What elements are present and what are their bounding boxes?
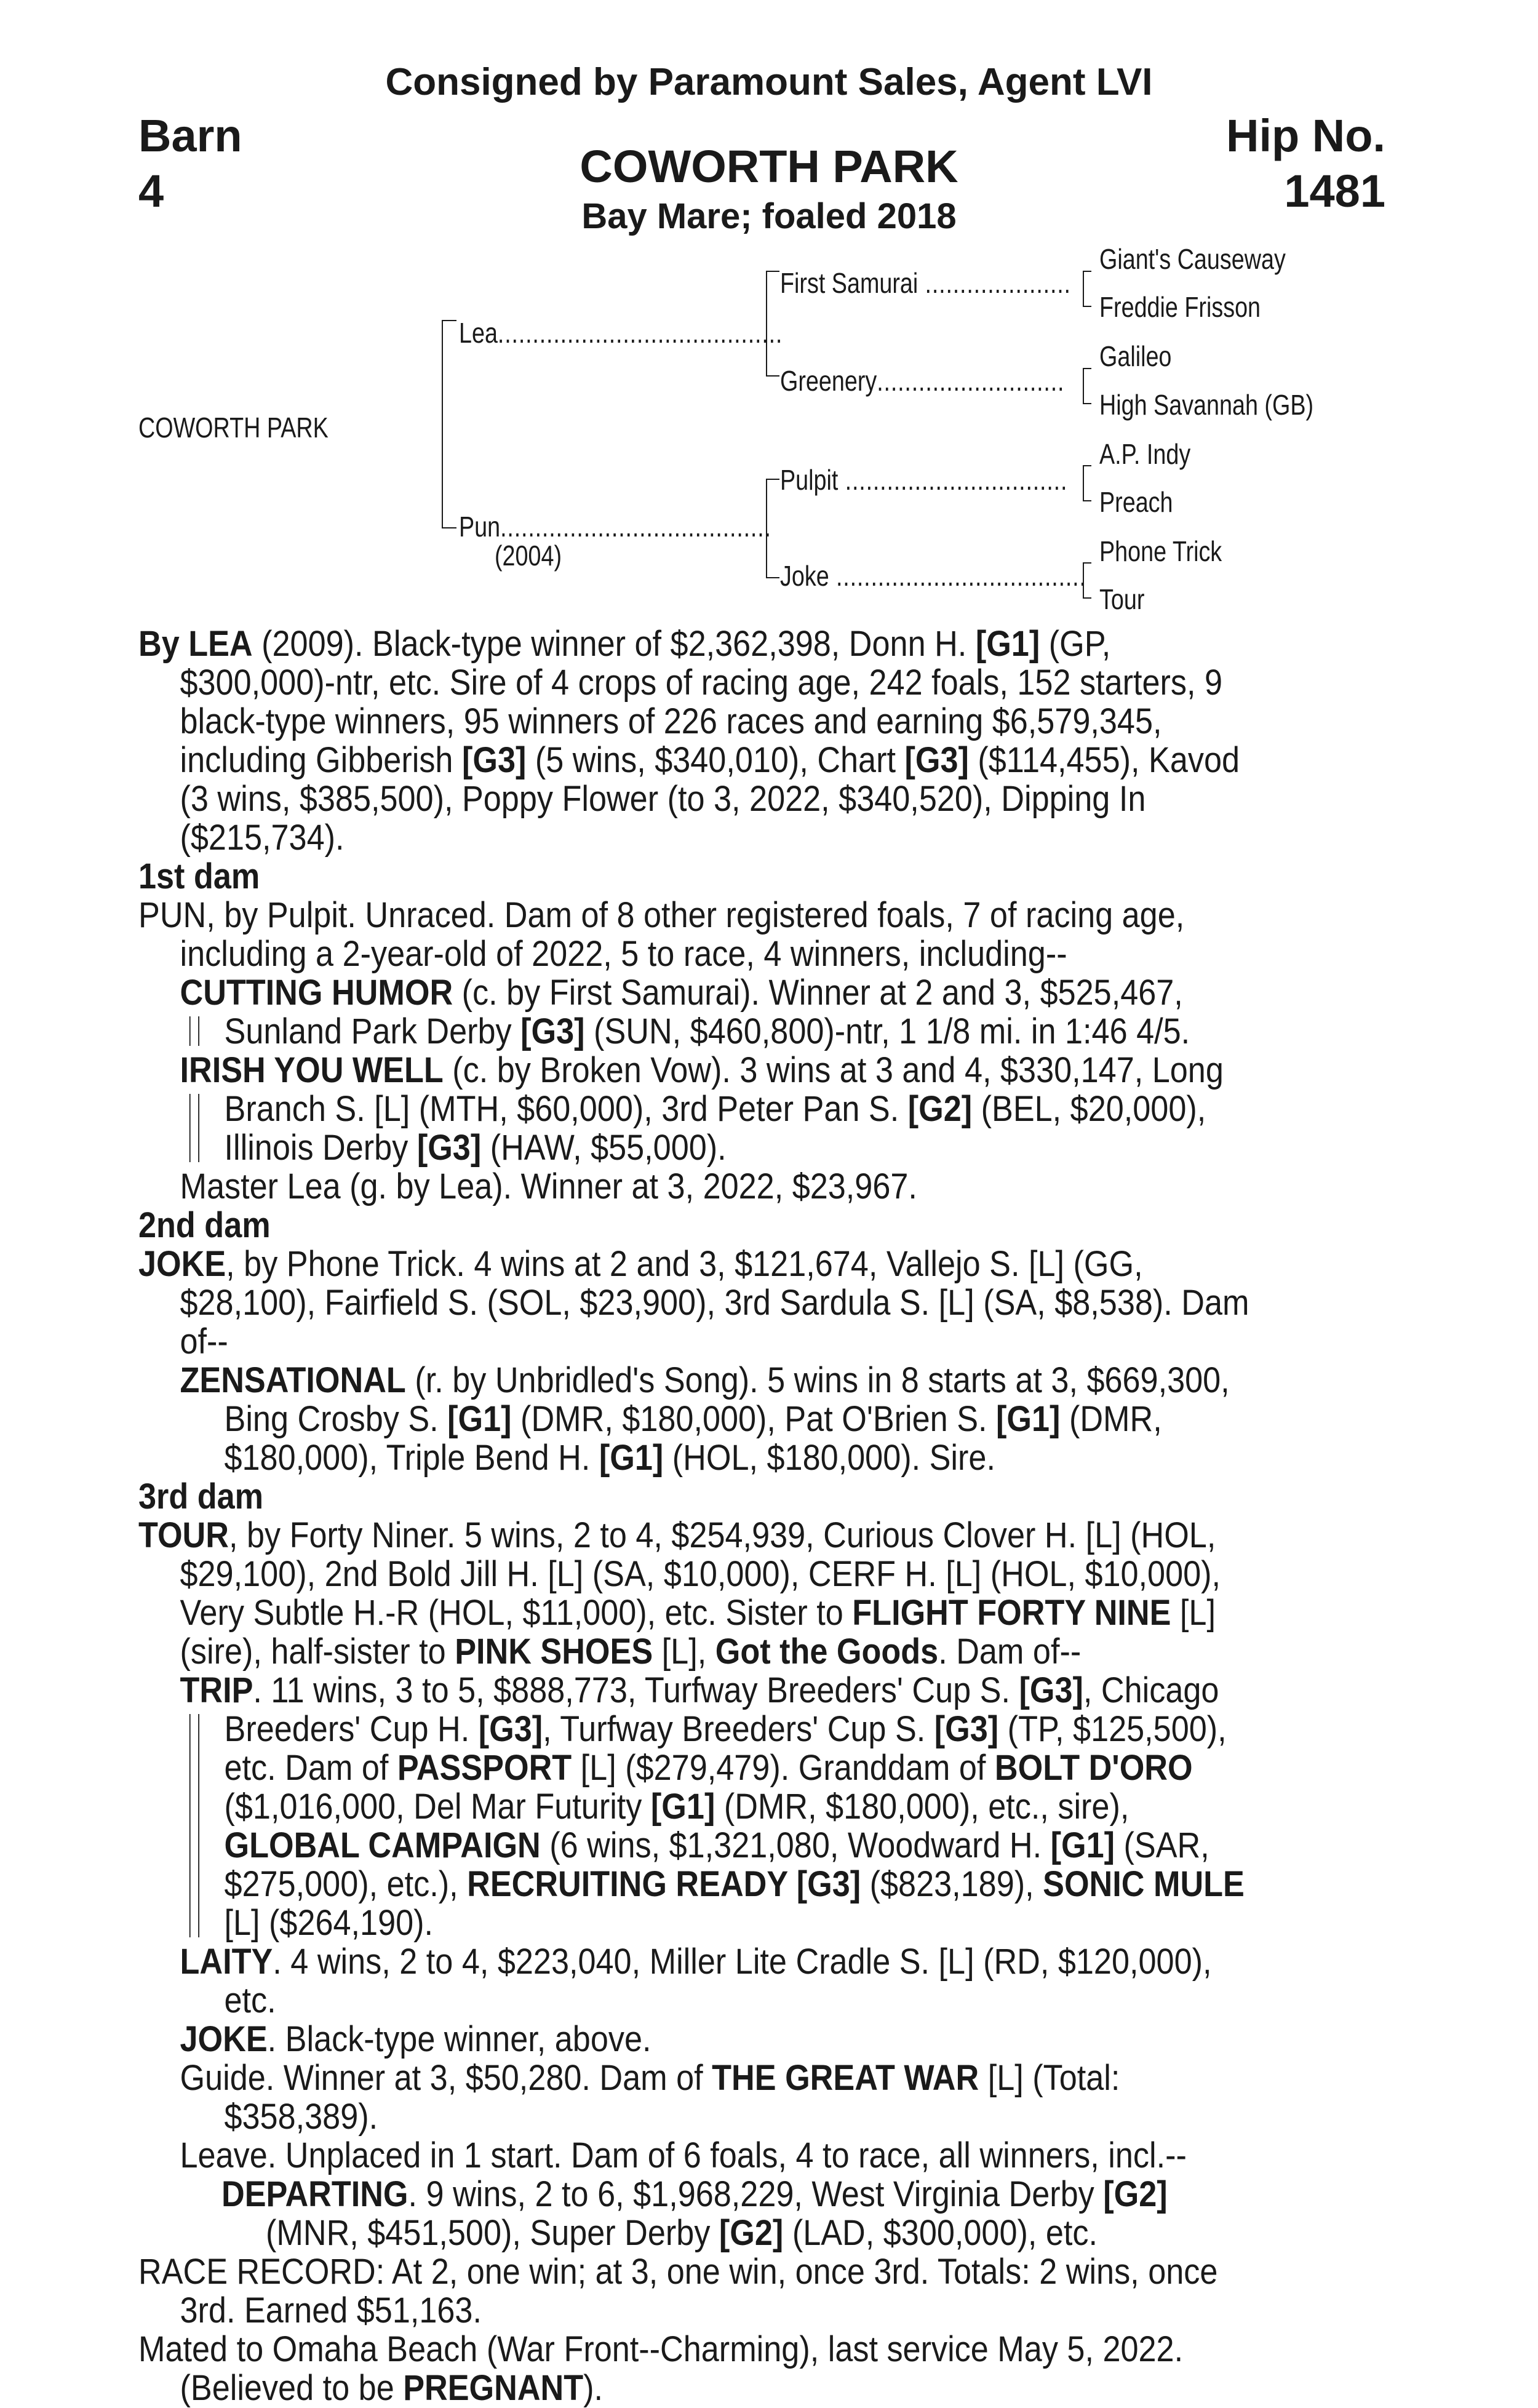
produce-irish-you-well: IRISH YOU WELL (c. by Broken Vow). 3 wins at 3 and 4, $330,147, Long Branch S. [L] (MTH, $60,000), 3rd Peter Pan S. [G2] (BEL, $20,000), Illinois Derby [G3] (HAW, $55,000). (180, 1050, 1224, 1168)
first-dam-heading: 1st dam (138, 856, 260, 896)
horse-name: COWORTH PARK (580, 141, 958, 192)
pedigree-bracket-dam (766, 479, 779, 578)
horse-description: Bay Mare; foaled 2018 (581, 196, 957, 236)
pedigree-gg-7: Phone Trick (1099, 535, 1222, 567)
hip-label: Hip No. (1226, 110, 1385, 161)
third-dam-paragraph: TOUR, by Forty Niner. 5 wins, 2 to 4, $254,939, Curious Clover H. [L] (HOL, $29,100), 2nd Bold Jill H. [L] (SA, $10,000), CERF H. [L] (HOL, $10,000), Very Subtle H.-R (HOL, $11,000), etc. Sister to FLIGHT FORTY NINE [L] (sire), half-sister to PINK SHOES [L], Got the Goods. Dam of-- (138, 1515, 1221, 1672)
pedigree-dam-year: (2004) (495, 540, 562, 572)
catalogue-body (138, 624, 1262, 2407)
pedigree-bracket-gg3 (1083, 465, 1091, 501)
produce-bars (189, 1094, 199, 1162)
pedigree-bracket-gg4 (1083, 562, 1091, 599)
second-dam-heading: 2nd dam (138, 1205, 271, 1245)
barn-label: Barn (138, 110, 242, 161)
pedigree-bracket-gg2 (1083, 368, 1091, 404)
first-dam-intro: PUN, by Pulpit. Unraced. Dam of 8 other registered foals, 7 of racing age, including a 2-year-old of 2022, 5 to race, 4 winners, including-- (138, 895, 1185, 974)
produce-leave: Leave. Unplaced in 1 start. Dam of 6 foals, 4 to race, all winners, incl.-- (180, 2135, 1187, 2175)
produce-master-lea: Master Lea (g. by Lea). Winner at 3, 2022, $23,967. (180, 1166, 917, 1206)
pedigree-gg-2: Freddie Frisson (1099, 291, 1261, 323)
produce-guide: Guide. Winner at 3, $50,280. Dam of THE GREAT WAR [L] (Total: $358,389). (180, 2058, 1120, 2137)
pedigree-dam-dam: Joke .................................... (780, 560, 1086, 592)
second-dam-paragraph: JOKE, by Phone Trick. 4 wins at 2 and 3, $121,674, Vallejo S. [L] (GG, $28,100), Fairfield S. (SOL, $23,900), 3rd Sardula S. [L] (SA, $8,538). Dam of-- (138, 1244, 1249, 1361)
produce-trip: TRIP. 11 wins, 3 to 5, $888,773, Turfway Breeders' Cup S. [G3], Chicago Breeders' Cup H. [G3], Turfway Breeders' Cup S. [G3] (TP, $125,500), etc. Dam of PASSPORT [L] ($279,479). Granddam of BOLT D'ORO ($1,016,000, Del Mar Futurity [G1] (DMR, $180,000), etc., sire), GLOBAL CAMPAIGN (6 wins, $1,321,080, Woodward H. [G1] (SAR, $275,000), etc.), RECRUITING READY [G3] ($823,189), SONIC MULE [L] ($264,190). (180, 1670, 1245, 1943)
pedigree-gg-8: Tour (1099, 583, 1145, 615)
pedigree-dam: Pun....................................... (459, 511, 771, 543)
produce-zensational: ZENSATIONAL (r. by Unbridled's Song). 5 wins in 8 starts at 3, $669,300, Bing Crosby S. [G1] (DMR, $180,000), Pat O'Brien S. [G1] (DMR, $180,000), Triple Bend H. [G1] (HOL, $180,000). Sire. (180, 1360, 1230, 1478)
produce-joke: JOKE. Black-type winner, above. (180, 2019, 651, 2059)
pedigree-bracket-gg1 (1083, 271, 1091, 307)
pedigree-gg-5: A.P. Indy (1099, 438, 1191, 470)
produce-bars (189, 1016, 199, 1046)
produce-bars (189, 1714, 199, 1937)
third-dam-heading: 3rd dam (138, 1477, 264, 1517)
produce-cutting-humor: CUTTING HUMOR (c. by First Samurai). Winner at 2 and 3, $525,467, Sunland Park Derby [G3] (SUN, $460,800)-ntr, 1 1/8 mi. in 1:46 4/5. (180, 973, 1190, 1051)
consignor-line: Consigned by Paramount Sales, Agent LVI (385, 61, 1153, 103)
pedigree-gg-3: Galileo (1099, 340, 1172, 372)
pedigree-sire: Lea......................................... (459, 317, 783, 349)
barn-number: 4 (138, 165, 164, 217)
pedigree-dam-sire: Pulpit ................................ (780, 464, 1068, 496)
pedigree-sire-sire: First Samurai ..................... (780, 267, 1071, 299)
mating-info: Mated to Omaha Beach (War Front--Charming), last service May 5, 2022. (Believed to be PREGNANT). (138, 2329, 1184, 2408)
pedigree-bracket-sire (766, 271, 779, 377)
produce-departing: DEPARTING. 9 wins, 2 to 6, $1,968,229, West Virginia Derby [G2] (MNR, $451,500), Super Derby [G2] (LAD, $300,000), etc. (221, 2174, 1168, 2253)
pedigree-gg-6: Preach (1099, 486, 1173, 518)
pedigree-subject: COWORTH PARK (138, 412, 329, 444)
produce-laity: LAITY. 4 wins, 2 to 4, $223,040, Miller Lite Cradle S. [L] (RD, $120,000), etc. (180, 1942, 1212, 2020)
pedigree-sire-dam: Greenery........................... (780, 365, 1065, 397)
pedigree-bracket-subject (442, 320, 456, 528)
race-record: RACE RECORD: At 2, one win; at 3, one win, once 3rd. Totals: 2 wins, once 3rd. Earned $51,163. (138, 2252, 1218, 2330)
pedigree-gg-4: High Savannah (GB) (1099, 389, 1314, 421)
pedigree-gg-1: Giant's Causeway (1099, 243, 1286, 275)
sire-paragraph: By LEA (2009). Black-type winner of $2,362,398, Donn H. [G1] (GP, $300,000)-ntr, etc. Sire of 4 crops of racing age, 242 foals, 152 starters, 9 black-type winners, 95 winners of 226 races and earning $6,579,345, including Gibberish [G3] (5 wins, $340,010), Chart [G3] ($114,455), Kavod (3 wins, $385,500), Poppy Flower (to 3, 2022, $340,520), Dipping In ($215,734). (138, 624, 1240, 858)
hip-number: 1481 (1284, 165, 1385, 217)
